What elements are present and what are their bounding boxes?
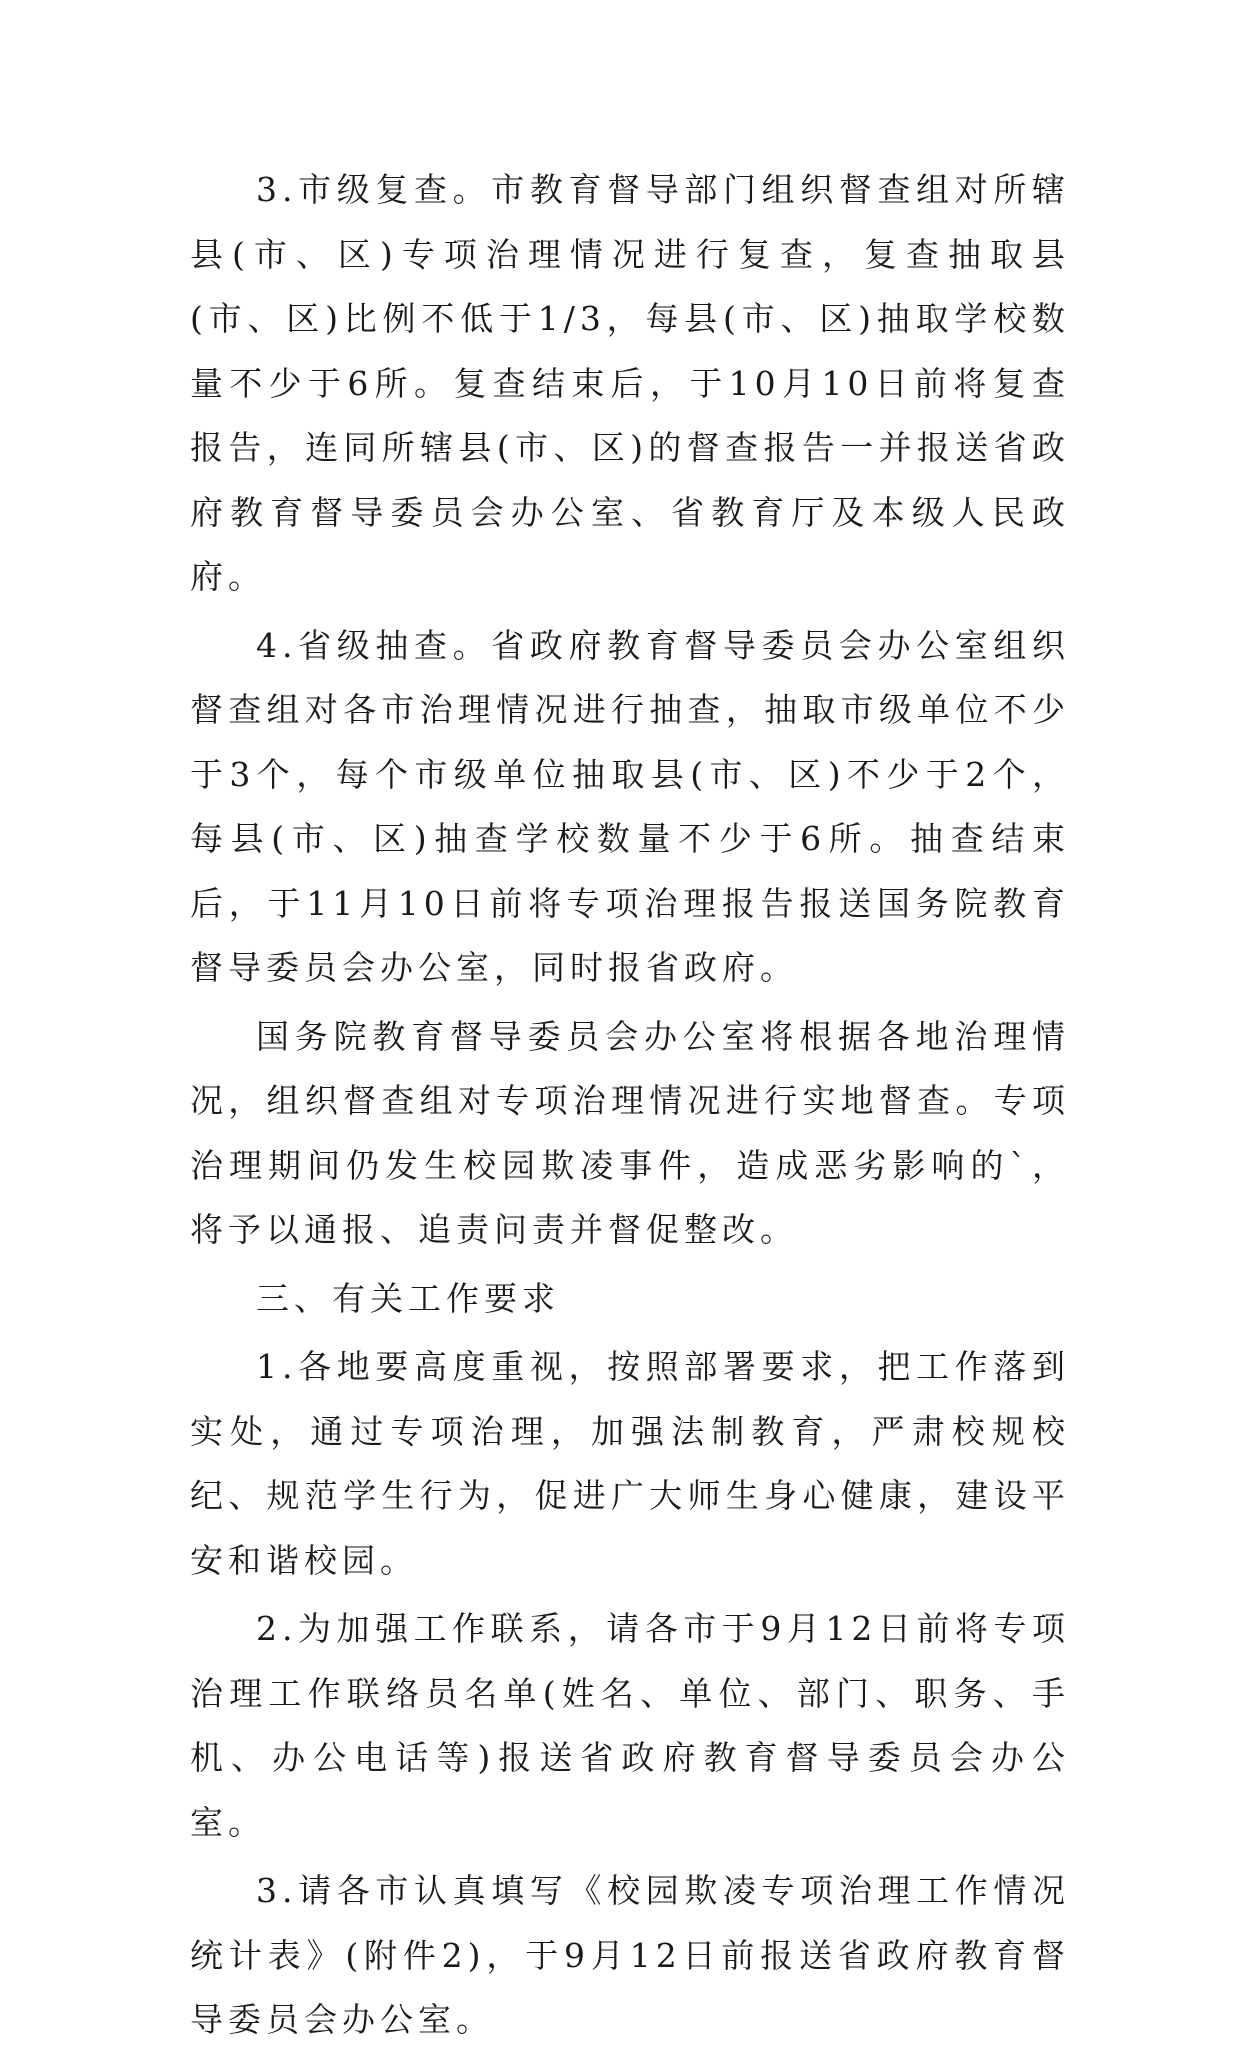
section-heading-work-requirements: 三、有关工作要求 — [256, 1278, 560, 1318]
document-body — [190, 158, 1070, 2057]
paragraph-requirement-2: 2.为加强工作联系，请各市于9月12日前将专项治理工作联络员名单(姓名、单位、部门、职务、手机、办公电话等)报送省政府教育督导委员会办公室。 — [190, 1609, 1070, 1842]
paragraph-city-review: 3.市级复查。市教育督导部门组织督查组对所辖县(市、区)专项治理情况进行复查，复查抽取县(市、区)比例不低于1/3，每县(市、区)抽取学校数量不少于6所。复查结束后，于10月10日前将复查报告，连同所辖县(市、区)的督查报告一并报送省政府教育督导委员会办公室、省教育厅及本级人民政府。 — [190, 170, 1070, 596]
paragraph-requirement-3: 3.请各市认真填写《校园欺凌专项治理工作情况统计表》(附件2)，于9月12日前报送省政府教育督导委员会办公室。 — [190, 1871, 1070, 2039]
paragraph-province-spot-check: 4.省级抽查。省政府教育督导委员会办公室组织督查组对各市治理情况进行抽查，抽取市级单位不少于3个，每个市级单位抽取县(市、区)不少于2个，每县(市、区)抽查学校数量不少于6所。抽查结束后，于11月10日前将专项治理报告报送国务院教育督导委员会办公室，同时报省政府。 — [190, 625, 1070, 987]
paragraph-state-council-inspection: 国务院教育督导委员会办公室将根据各地治理情况，组织督查组对专项治理情况进行实地督查。专项治理期间仍发生校园欺凌事件，造成恶劣影响的`，将予以通报、追责问责并督促整改。 — [190, 1016, 1070, 1249]
paragraph-requirement-1: 1.各地要高度重视，按照部署要求，把工作落到实处，通过专项治理，加强法制教育，严肃校规校纪、规范学生行为，促进广大师生身心健康，建设平安和谐校园。 — [190, 1347, 1070, 1580]
